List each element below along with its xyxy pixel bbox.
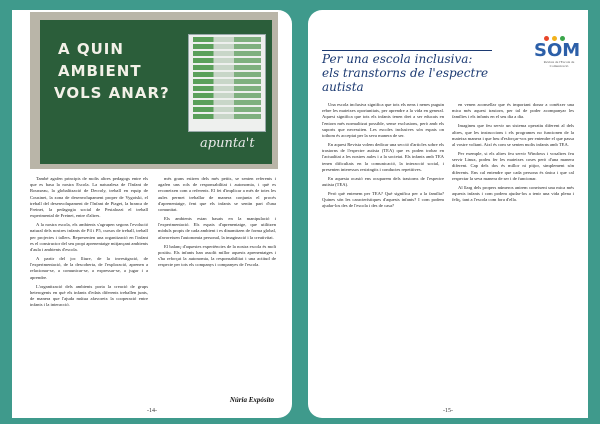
- logo-text: SOM: [534, 40, 581, 61]
- som-logo: [534, 32, 582, 78]
- board-signature: apunta't: [200, 136, 255, 151]
- left-page: [12, 10, 292, 418]
- title-rule: [322, 50, 492, 51]
- article-title: [322, 52, 492, 94]
- title-line2: els transtorns de l'espectre: [322, 66, 489, 80]
- paragraph: El balanç d'aquestes experiències de la nostra escola és molt positiu. Els infants han assolit millor aquests aprenentatges i s'ha reforçat la autonomia, la responsabilitat i una actitud de respecte per tots els companys i companyes de l'escola.: [158, 243, 276, 268]
- paragraph: A partir del joc lliure, de la investigació, de l'experimentació, de la descoberta, de l'exploració, aprenen a relacionar-se, a comunicar-se, a expressar-se, a jugar i a aprendre.: [30, 256, 148, 280]
- paragraph: L'organització dels ambients porta la creació de grups heterogenis en què els infants d'edats diferents treballen junts, de manera que l'ajuda mútua afavoreix la cooperació entre infants i la interacció.: [30, 283, 148, 308]
- paragraph: A la nostra escola, els ambients s'agrupen segons l'evolució natural dels nostres infants de P4 i P5, cursos de treball, treball per projectes i tallers. Representen una organització en l'infant es el constructor del seu propi aprenentatge mitjançant ambients d'aula i ambients d'escola.: [30, 222, 148, 253]
- right-column-1: [322, 102, 444, 212]
- board-text-line2: AMBIENT: [58, 62, 142, 80]
- board-text-line3: VOLS ANAR?: [54, 84, 170, 102]
- ambients-board-photo: [30, 12, 278, 169]
- paragraph: També agafen principis de molts altres pedagogs entre els que es basa la nostra Escola. La naturalesa de l'Infant de Rousseau, la globalització de Decroly, treball en equip de Cousinet, la zona de desenvolupament proper de Vygotski, el treball del desenvolupament de l'Infant de Piaget, la branca de Freinet, la pedagogia social de Pestalozzi el treball experimental de Freinet, entre d'altres.: [30, 176, 148, 219]
- paragraph: Una escola inclusiva significa que tots els nens i nenes puguin rebre les mateixes oportunitats, per aprendre a la vida en general. Aquest significa que tots els infants tenen dret a ser educats en l'entorn més normalitzat possible, sense exclusions, però amb els suports que necessiten. Les escoles inclusives són espais on tothom és acceptat per la seva manera de ser.: [322, 102, 444, 139]
- title-line1: Per una escola inclusiva:: [322, 52, 473, 66]
- paragraph: en venen aconsellar que és important donar a conèixer una mica més aquest trastorn, per tal de poder acompanyar les famílies i els infants en el seu dia a dia.: [452, 102, 574, 120]
- paragraph: En aquesta ocasió ens ocuparem dels trastorns de l'espectre autista (TEA).: [322, 175, 444, 188]
- right-page: [308, 10, 588, 418]
- paragraph: Però què entenem per TEA? Què significa per a la família? Quines són les característiques d'aquests infants? I com podem ajudar-los des de l'escola i des de casa?: [322, 191, 444, 209]
- paragraph: Els ambients estan basats en la manipulació i l'experimentació. Els espais d'aprenentatge, que utilitzen mòduls propis de cada ambient i es dinamitzen de forma global, afavoreixen l'autonomia personal, la imaginació i la creativitat.: [158, 216, 276, 240]
- paragraph: Al llarg dels propers números anirem coneixent una mica més aquests infants i com podem ajudar-los a tenir una vida plena i feliç, tant a l'escola com fora d'ella.: [452, 184, 574, 203]
- chalkboard: [40, 20, 272, 164]
- left-column-1: [30, 176, 148, 311]
- page-number: -14-: [147, 408, 157, 414]
- title-line3: autista: [322, 80, 364, 94]
- page-number: -15-: [443, 408, 453, 414]
- signup-sheet: [188, 34, 266, 132]
- author-name: Núria Expósito: [229, 396, 274, 404]
- paragraph: En aquest Revista volem dedicar una secció d'articles sobre els trastorns de l'espectre autista (TEA) que es poden trobar en l'actualitat a les nostres aules i a la societat. Els infants amb TEA tenen dificultats en la comunicació, la interacció social, i presenten interessos restringits i conductes repetitives.: [322, 142, 444, 172]
- logo-subtitle: Revista de l'Escola de Comunicació: [543, 60, 575, 68]
- left-column-2: [158, 176, 276, 271]
- paragraph: Per exemple, si els altres feu servir Windows i vosaltres feu servir Linux, podeu fer les mateixes coses però d'una manera diferent. Cap dels dos és millor ni pitjor, simplement són diferents. Ens cal entendre que cada persona és única i que cal respectar la seva manera de ser i de funcionar.: [452, 151, 574, 181]
- right-column-2: [452, 102, 574, 206]
- paragraph: més grans estiren dels més petits, se senten referents i agafen uns rols de responsabilitat i autonomia, i què es reconeixen com a referents. El fet d'implicar a més de totes les aules permet treballar de manera conjunta el procés d'aprenentatge, fent que els infants se sentin part d'una comunitat.: [158, 176, 276, 213]
- paragraph: Imagineu que feu servir un sistema operatiu diferent al dels altres, que les instruccions i els programes no funcionen de la mateixa manera i que heu d'esforçar-vos per entendre el que passa al vostre voltant. Així és com se senten molts infants amb TEA.: [452, 123, 574, 148]
- board-text-line1: A QUIN: [58, 40, 124, 58]
